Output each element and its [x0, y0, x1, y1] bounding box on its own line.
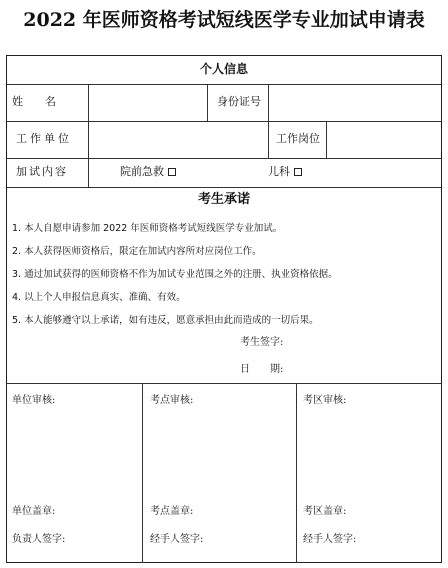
id-number-field[interactable]: [272, 88, 436, 116]
divider: [207, 84, 208, 121]
checkbox-icon[interactable]: [294, 168, 302, 176]
checkbox-icon[interactable]: [168, 168, 176, 176]
exam-area-seal-label: 考区盖章:: [303, 506, 347, 517]
divider: [268, 121, 269, 158]
option-pediatrics[interactable]: [268, 165, 302, 179]
promise-item: 3. 通过加试获得的医师资格不作为加试专业范围之外的注册、执业资格依据。: [12, 269, 338, 280]
divider: [88, 158, 89, 187]
exam-site-review-label: 考点审核:: [150, 395, 194, 406]
divider: [6, 187, 442, 188]
divider: [326, 121, 327, 158]
promise-header: 考生承诺: [197, 192, 250, 207]
promise-item: 2. 本人获得医师资格后，限定在加试内容所对应岗位工作。: [12, 246, 262, 257]
date-label: 日 期:: [240, 364, 284, 375]
exam-site-sign-label: 经手人签字:: [150, 534, 204, 545]
option-pediatrics-label: 儿科: [268, 165, 290, 178]
personal-info-header: 个人信息: [199, 62, 248, 76]
post-field[interactable]: [330, 125, 436, 153]
post-label: 工作岗位: [276, 132, 320, 145]
divider: [6, 121, 442, 122]
promise-item: 5. 本人能够遵守以上承诺，如有违反，愿意承担由此而造成的一切后果。: [12, 315, 319, 326]
divider: [268, 84, 269, 121]
exam-content-label: 加试内容: [16, 165, 68, 178]
divider: [6, 84, 442, 85]
promise-item: 1. 本人自愿申请参加 2022 年医师资格考试短线医学专业加试。: [12, 223, 283, 234]
id-number-label: 身份证号: [217, 95, 261, 108]
exam-area-sign-label: 经手人签字:: [303, 534, 357, 545]
exam-site-seal-label: 考点盖章:: [150, 506, 194, 517]
option-prehospital-label: 院前急救: [120, 165, 164, 178]
work-unit-field[interactable]: [92, 125, 264, 153]
option-prehospital[interactable]: [120, 165, 176, 179]
candidate-signature-label: 考生签字:: [240, 337, 284, 348]
form-title: 2022 年医师资格考试短线医学专业加试申请表: [23, 9, 425, 31]
divider: [296, 383, 297, 563]
divider: [6, 158, 442, 159]
unit-review-label: 单位审核:: [12, 395, 56, 406]
unit-sign-label: 负责人签字:: [12, 534, 66, 545]
unit-seal-label: 单位盖章:: [12, 506, 56, 517]
divider: [6, 383, 442, 384]
divider: [142, 383, 143, 563]
promise-item: 4. 以上个人申报信息真实、准确、有效。: [12, 292, 186, 303]
exam-area-review-label: 考区审核:: [303, 395, 347, 406]
name-label: 姓 名: [12, 95, 56, 108]
name-field[interactable]: [92, 88, 202, 116]
work-unit-label: 工作单位: [16, 132, 72, 145]
